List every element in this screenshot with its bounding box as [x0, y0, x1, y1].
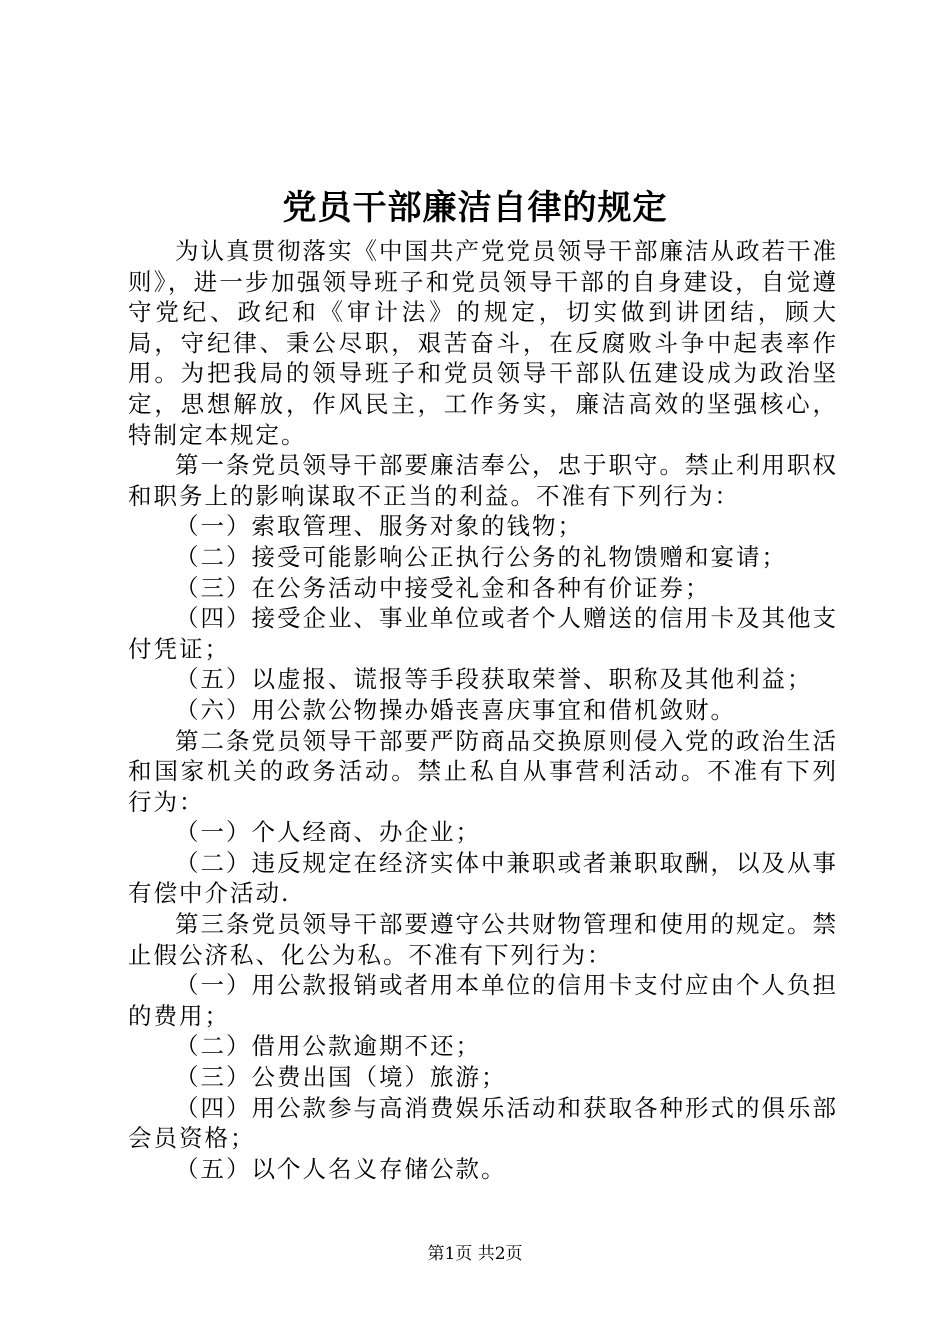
list-item: （三）在公务活动中接受礼金和各种有价证券； [175, 573, 711, 602]
paragraph-preamble: 为认真贯彻落实《中国共产党党员领导干部廉洁从政若干准则》，进一步加强领导班子和党员领导干部的自身建设，自觉遵守党纪、政纪和《审计法》的规定，切实做到讲团结，顾大局，守纪律、秉公尽职，艰苦奋斗，在反腐败斗争中起表率作用。为把我局的领导班子和党员领导干部队伍建设成为政治坚定，思想解放，作风民主，工作务实，廉洁高效的坚强核心，特制定本规定。 [128, 237, 838, 449]
document-title: 党员干部廉洁自律的规定 [282, 188, 668, 228]
list-item: （一）索取管理、服务对象的钱物； [175, 512, 583, 541]
page-number-footer: 第1页 共2页 [427, 1244, 523, 1264]
list-item: （五）以个人名义存储公款。 [175, 1154, 507, 1183]
paragraph-article-1: 第一条党员领导干部要廉洁奉公，忠于职守。禁止利用职权和职务上的影响谋取不正当的利益。不准有下列行为： [128, 451, 838, 510]
list-item: （六）用公款公物操办婚丧喜庆事宜和借机敛财。 [175, 695, 736, 724]
list-item: （三）公费出国（境）旅游； [175, 1063, 507, 1092]
paragraph-article-2: 第二条党员领导干部要严防商品交换原则侵入党的政治生活和国家机关的政务活动。禁止私自从事营利活动。不准有下列行为： [128, 726, 838, 816]
document-body [128, 236, 838, 1184]
list-item: （四）接受企业、事业单位或者个人赠送的信用卡及其他支付凭证； [128, 604, 838, 663]
list-item: （一）个人经商、办企业； [175, 818, 481, 847]
list-item: （五）以虚报、谎报等手段获取荣誉、职称及其他利益； [175, 665, 813, 694]
paragraph-article-3: 第三条党员领导干部要遵守公共财物管理和使用的规定。禁止假公济私、化公为私。不准有下列行为： [128, 910, 838, 969]
list-item: （二）接受可能影响公正执行公务的礼物馈赠和宴请； [175, 542, 787, 571]
list-item: （四）用公款参与高消费娱乐活动和获取各种形式的俱乐部会员资格； [128, 1093, 838, 1153]
list-item: （二）借用公款逾期不还； [175, 1032, 481, 1061]
list-item: （一）用公款报销或者用本单位的信用卡支付应由个人负担的费用； [128, 971, 838, 1030]
list-item: （二）违反规定在经济实体中兼职或者兼职取酬，以及从事有偿中介活动. [128, 848, 838, 908]
